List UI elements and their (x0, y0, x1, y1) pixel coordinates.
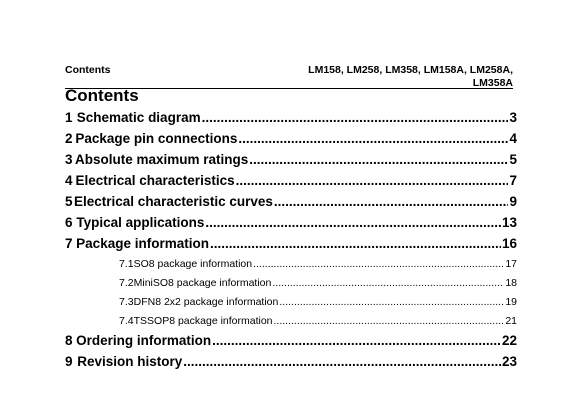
toc-entry-3[interactable] (65, 152, 517, 172)
toc-entry-number: 9 (65, 354, 73, 369)
toc-entry-page: 19 (505, 296, 517, 308)
toc-entry-number: 3 (65, 152, 73, 167)
toc-leader-dots (238, 131, 508, 147)
toc-entry-7-3[interactable] (65, 296, 517, 310)
header-products-line1: LM158, LM258, LM358, LM158A, LM258A, (308, 64, 513, 76)
toc-entry-number: 6 (65, 215, 73, 230)
toc-entry-page: 23 (501, 354, 517, 369)
toc-entry-number: 7.3 (119, 296, 134, 308)
toc-entry-page: 4 (509, 131, 517, 146)
header-product-list (308, 64, 513, 90)
toc-entry-page: 18 (505, 277, 517, 289)
toc-entry-title: TSSOP8 package information (133, 315, 273, 327)
toc-entry-number: 8 (65, 333, 73, 348)
toc-leader-dots (202, 110, 509, 126)
toc-leader-dots (210, 236, 501, 252)
toc-leader-dots (274, 194, 509, 210)
toc-leader-dots (183, 354, 501, 370)
toc-entry-title: Absolute maximum ratings (74, 152, 249, 167)
toc-entry-page: 21 (505, 315, 517, 327)
toc-leader-dots (205, 215, 501, 231)
toc-entry-title: Electrical characteristic curves (74, 194, 273, 209)
toc-entry-number: 2 (65, 131, 73, 146)
toc-entry-page: 16 (501, 236, 517, 251)
header-products-line2: LM358A (472, 77, 513, 89)
toc-entry-page: 13 (501, 215, 517, 230)
toc-entry-title: SO8 package information (133, 258, 253, 270)
toc-entry-title: Ordering information (76, 333, 212, 348)
toc-leader-dots (279, 296, 504, 309)
toc-entry-number: 7.1 (119, 258, 134, 270)
toc-entry-title: Typical applications (76, 215, 205, 230)
toc-entry-title: Electrical characteristics (75, 173, 235, 188)
toc-entry-title: Package pin connections (75, 131, 238, 146)
toc-entry-1[interactable] (65, 110, 517, 130)
toc-entry-title: MiniSO8 package information (133, 277, 272, 289)
toc-entry-page: 22 (501, 333, 517, 348)
toc-entry-7-4[interactable] (65, 315, 517, 329)
toc-entry-number: 4 (65, 173, 73, 188)
toc-entry-title: Schematic diagram (76, 110, 201, 125)
toc-entry-page: 17 (505, 258, 517, 270)
toc-entry-page: 5 (509, 152, 517, 167)
header-section-title: Contents (65, 64, 111, 76)
toc-leader-dots (272, 277, 504, 290)
toc-entry-7-2[interactable] (65, 277, 517, 291)
toc-leader-dots (253, 258, 504, 271)
toc-entry-5[interactable] (65, 194, 517, 214)
toc-entry-number: 7.4 (119, 315, 134, 327)
toc-entry-title: Package information (76, 236, 209, 251)
toc-entry-page: 3 (509, 110, 517, 125)
toc-entry-number: 5 (65, 194, 73, 209)
toc-entry-title: DFN8 2x2 package information (133, 296, 279, 308)
toc-entry-page: 7 (509, 173, 517, 188)
toc-entry-number: 7.2 (119, 277, 134, 289)
toc-entry-page: 9 (509, 194, 517, 209)
toc-entry-7[interactable] (65, 236, 517, 256)
toc-leader-dots (212, 333, 501, 349)
toc-entry-8[interactable] (65, 333, 517, 353)
toc-entry-7-1[interactable] (65, 258, 517, 272)
page-title: Contents (65, 86, 139, 105)
toc-entry-title: Revision history (77, 354, 183, 369)
toc-entry-number: 7 (65, 236, 73, 251)
toc-entry-2[interactable] (65, 131, 517, 151)
toc-leader-dots (274, 315, 505, 328)
toc-entry-9[interactable] (65, 354, 517, 374)
toc-leader-dots (249, 152, 508, 168)
toc-entry-4[interactable] (65, 173, 517, 193)
toc-entry-number: 1 (65, 110, 73, 125)
toc-entry-6[interactable] (65, 215, 517, 235)
toc-leader-dots (236, 173, 509, 189)
